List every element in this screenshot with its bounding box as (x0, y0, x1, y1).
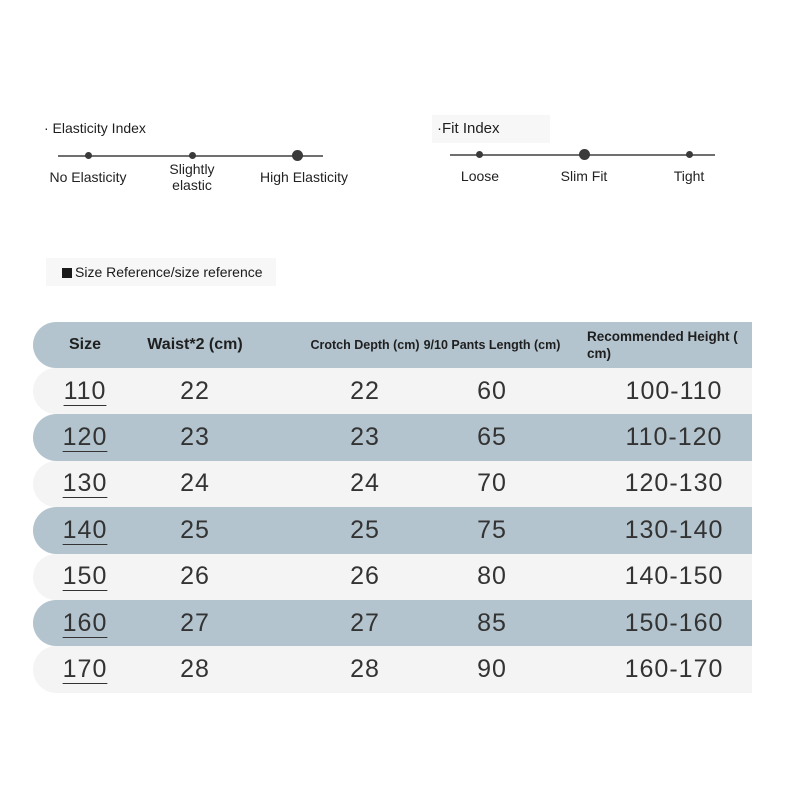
waist-value: 22 (180, 376, 210, 405)
table-row (33, 414, 752, 460)
crotch-value: 27 (350, 608, 380, 637)
waist-value: 27 (180, 608, 210, 637)
size-table (33, 322, 752, 693)
waist-value: 23 (180, 423, 210, 452)
table-row (33, 646, 752, 692)
table-row (33, 368, 752, 414)
crotch-value: 22 (350, 376, 380, 405)
height-value: 100-110 (625, 376, 723, 405)
length-value: 70 (477, 469, 507, 498)
fit-dot-slim-selected (579, 149, 590, 160)
size-value: 140 (62, 515, 108, 544)
elasticity-label-slight: Slightly elastic (169, 161, 215, 193)
square-bullet-icon (62, 268, 72, 278)
size-value: 160 (62, 608, 108, 637)
length-value: 75 (477, 515, 507, 544)
size-reference-title: Size Reference/size reference (75, 264, 263, 280)
crotch-value: 24 (350, 469, 380, 498)
elasticity-dot-slight (189, 152, 196, 159)
table-row (33, 507, 752, 553)
height-value: 130-140 (624, 515, 724, 544)
header-pants-length: 9/10 Pants Length (cm) (423, 338, 561, 352)
waist-value: 25 (180, 515, 210, 544)
table-row (33, 461, 752, 507)
fit-label-slim: Slim Fit (560, 168, 608, 184)
header-size: Size (68, 336, 101, 353)
fit-label-tight: Tight (673, 168, 705, 184)
table-row (33, 554, 752, 600)
size-value: 120 (62, 423, 108, 452)
header-recommended-height: Recommended Height ( cm) (587, 329, 738, 361)
length-value: 60 (477, 376, 507, 405)
size-value: 170 (62, 655, 108, 684)
table-row (33, 600, 752, 646)
length-value: 85 (477, 608, 507, 637)
crotch-value: 25 (350, 515, 380, 544)
height-value: 140-150 (624, 562, 724, 591)
elasticity-label-none: No Elasticity (49, 169, 127, 185)
fit-dot-loose (476, 151, 483, 158)
waist-value: 26 (180, 562, 210, 591)
height-value: 150-160 (624, 608, 724, 637)
size-value: 150 (62, 562, 108, 591)
fit-dot-tight (686, 151, 693, 158)
crotch-value: 28 (350, 655, 380, 684)
height-value: 120-130 (624, 469, 724, 498)
height-value: 160-170 (624, 655, 724, 684)
crotch-value: 23 (350, 423, 380, 452)
header-waist: Waist*2 (cm) (147, 336, 243, 353)
length-value: 65 (477, 423, 507, 452)
height-value: 110-120 (625, 423, 723, 452)
elasticity-label-high: High Elasticity (260, 169, 348, 185)
waist-value: 28 (180, 655, 210, 684)
fit-index-title: ·Fit Index (437, 120, 500, 137)
waist-value: 24 (180, 469, 210, 498)
size-reference-heading (62, 264, 263, 280)
elasticity-dot-high-selected (292, 150, 303, 161)
header-crotch-depth: Crotch Depth (cm) (310, 338, 420, 352)
size-value: 110 (63, 376, 107, 405)
length-value: 80 (477, 562, 507, 591)
table-header-row (33, 322, 752, 368)
crotch-value: 26 (350, 562, 380, 591)
elasticity-index-title: · Elasticity Index (44, 120, 146, 136)
length-value: 90 (477, 655, 507, 684)
size-value: 130 (62, 469, 108, 498)
elasticity-dot-none (85, 152, 92, 159)
fit-label-loose: Loose (460, 168, 500, 184)
